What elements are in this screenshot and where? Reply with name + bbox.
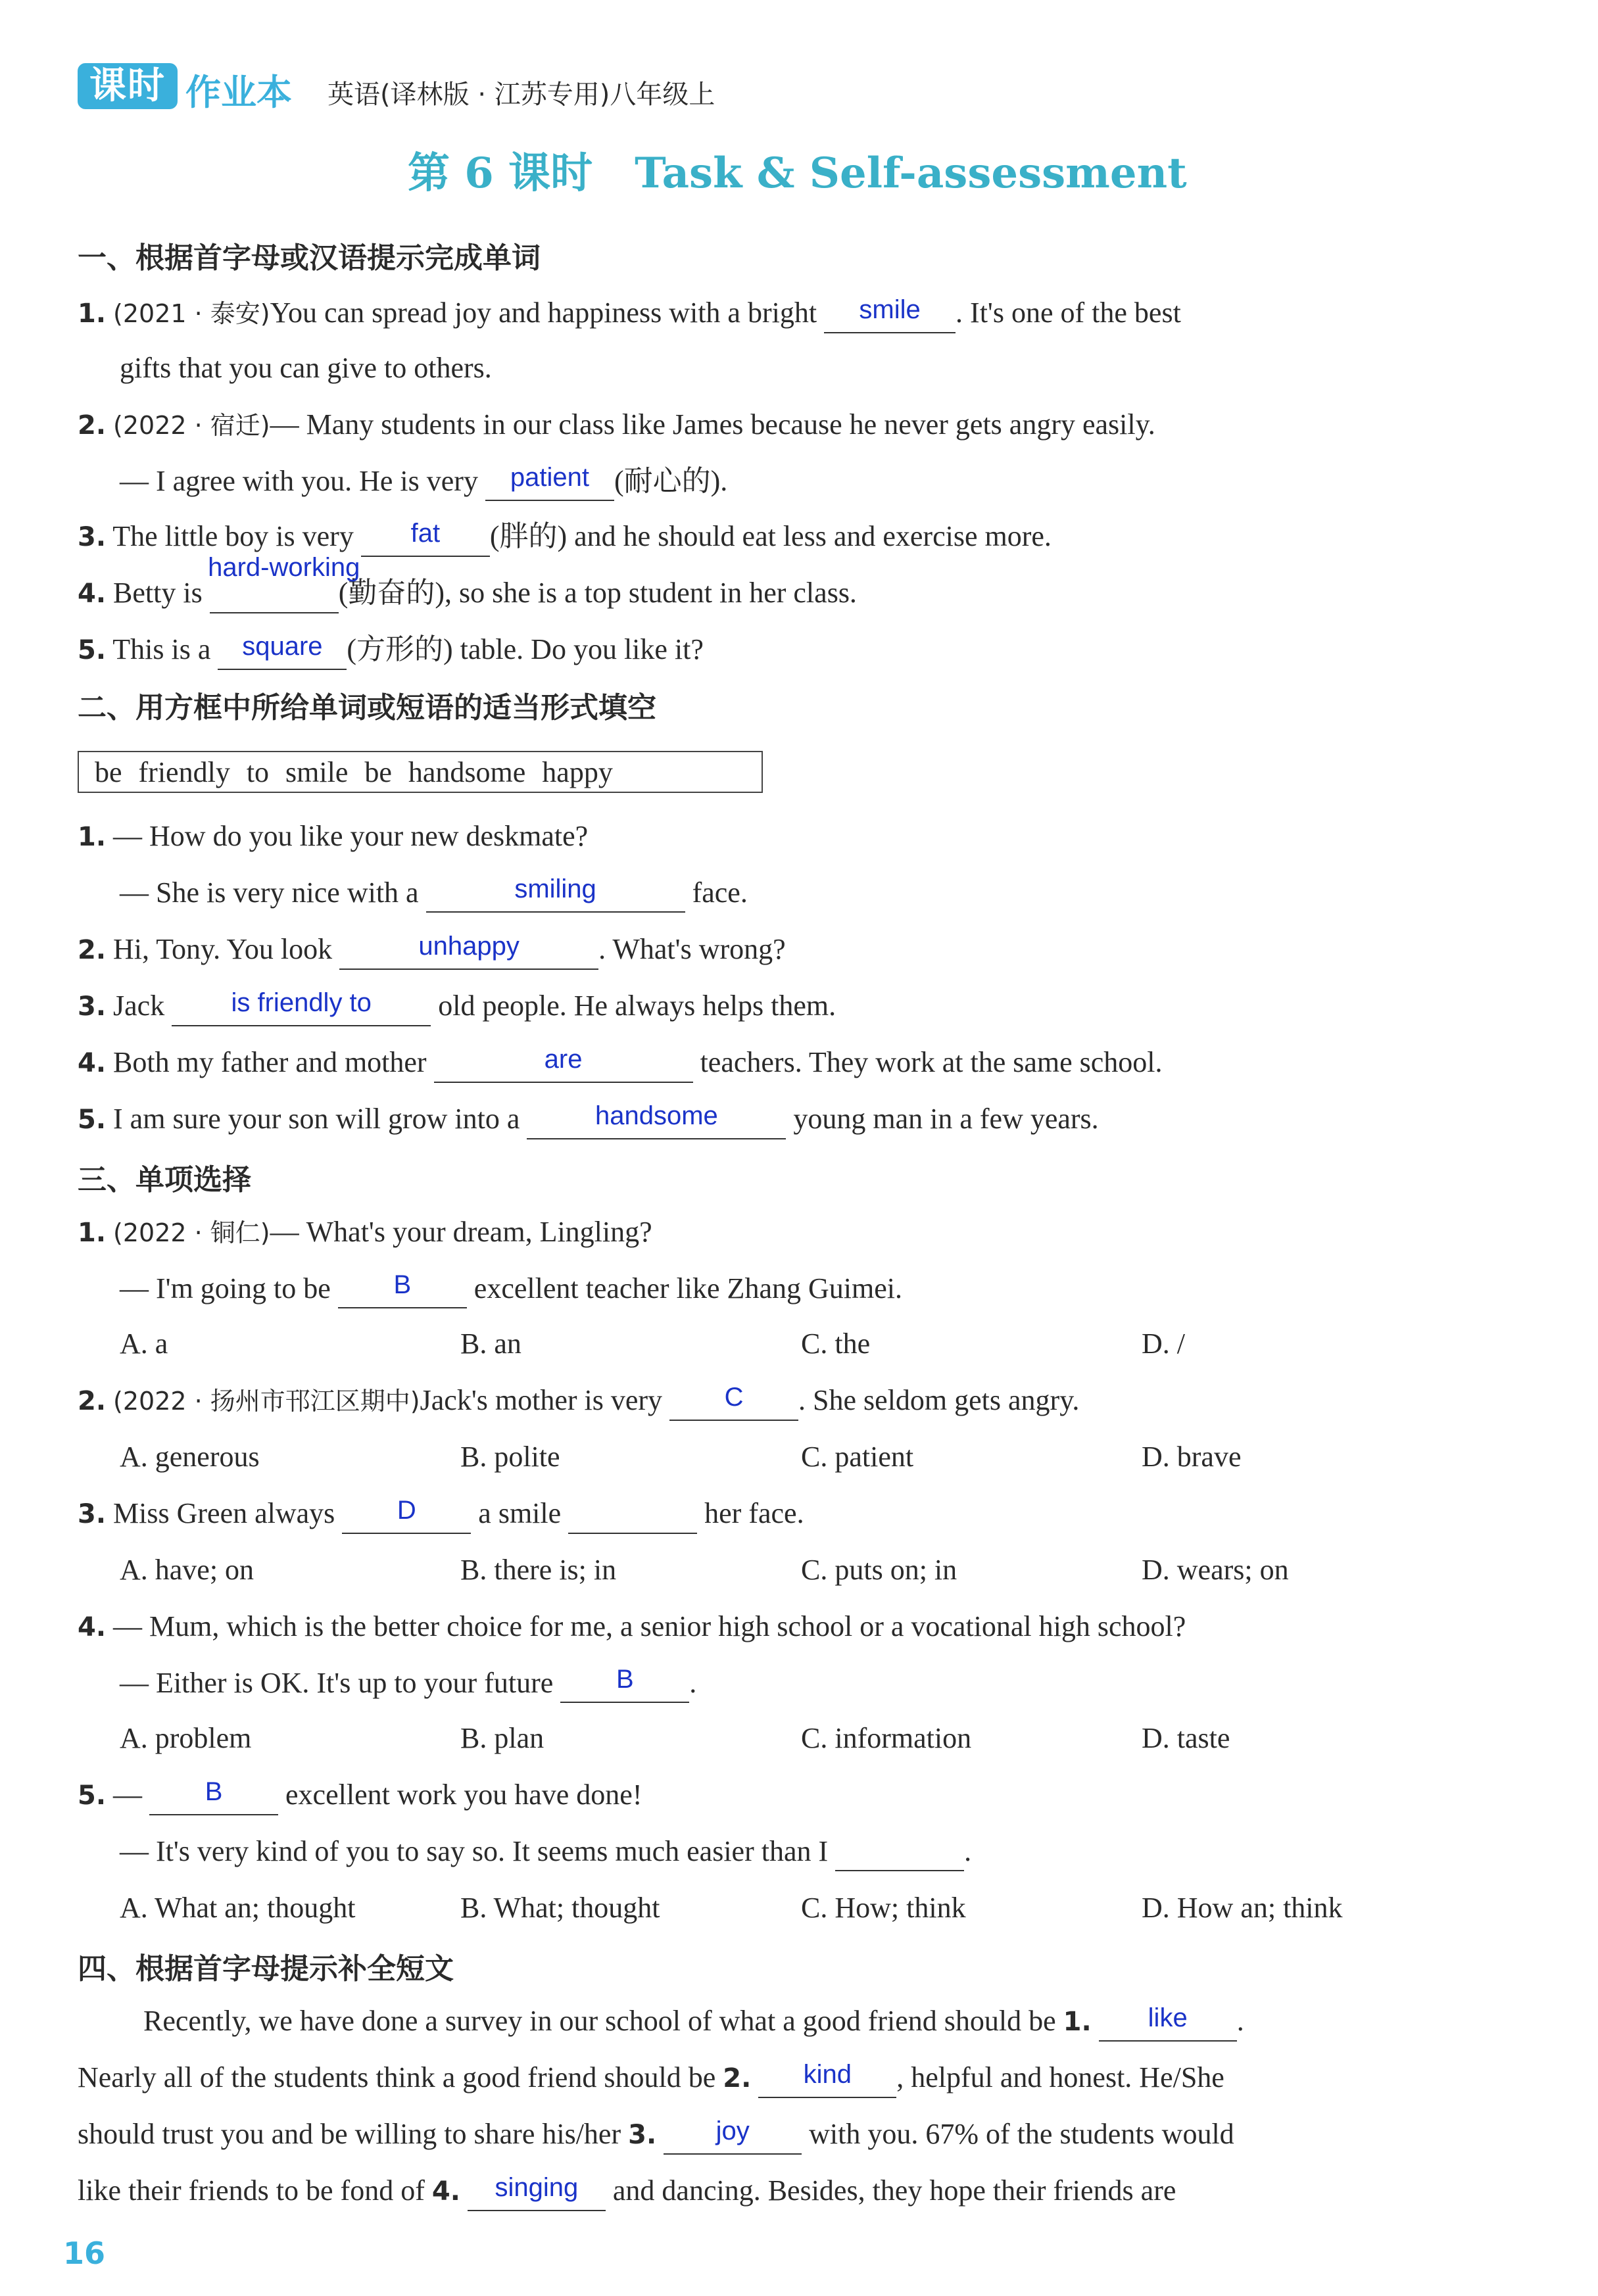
s1-q3-hint: (胖的) and he should eat less and exercise more. bbox=[489, 520, 1052, 552]
s3-q4-blank[interactable] bbox=[560, 1666, 689, 1703]
s2-q3-blank[interactable] bbox=[172, 990, 431, 1026]
s2-q3 bbox=[78, 986, 836, 1026]
s1-q3-answer: fat bbox=[410, 519, 441, 548]
s2-q1-blank[interactable] bbox=[426, 876, 685, 913]
s3-q1-option-b[interactable]: B. an bbox=[460, 1327, 521, 1360]
s1-q1-blank[interactable] bbox=[824, 297, 956, 333]
passage-line-4-text: like their friends to be fond of bbox=[78, 2174, 425, 2207]
s3-q3-text-after: her face. bbox=[704, 1497, 804, 1529]
passage-blank1-number: 1. bbox=[1063, 2007, 1092, 2037]
passage-blank-3[interactable] bbox=[664, 2118, 802, 2155]
s1-q1-answer: smile bbox=[859, 295, 921, 324]
s1-q1-number: 1. bbox=[78, 299, 107, 329]
s3-q4-option-b[interactable]: B. plan bbox=[460, 1722, 545, 1754]
s3-q1-blank[interactable] bbox=[338, 1272, 467, 1308]
passage-blank-2[interactable] bbox=[758, 2061, 896, 2098]
s3-q4-option-c[interactable]: C. information bbox=[801, 1722, 972, 1754]
s1-q4-blank[interactable] bbox=[208, 553, 360, 613]
s2-q2-blank[interactable] bbox=[339, 933, 598, 970]
s3-q2-blank[interactable] bbox=[669, 1384, 798, 1421]
s2-q1-line1: — How do you like your new deskmate? bbox=[113, 820, 589, 852]
s1-q4-answer: hard-working bbox=[208, 553, 360, 582]
s1-q5-blank[interactable] bbox=[218, 633, 347, 670]
s2-q3-number: 3. bbox=[78, 992, 107, 1022]
s2-q1 bbox=[78, 817, 588, 857]
s2-q4-number: 4. bbox=[78, 1048, 107, 1078]
s3-q5-option-a[interactable]: A. What an; thought bbox=[120, 1892, 356, 1924]
passage-answer-3: joy bbox=[715, 2117, 750, 2145]
s3-q3-answer: D bbox=[397, 1496, 416, 1525]
s1-q4-text: Betty is bbox=[113, 577, 203, 609]
s3-q1-option-a[interactable]: A. a bbox=[120, 1327, 168, 1360]
s3-q5-line2-end: . bbox=[964, 1835, 972, 1867]
passage-line-2-text: Nearly all of the students think a good friend should be bbox=[78, 2061, 716, 2093]
subject-label: 英语(译林版 · 江苏专用)八年级上 bbox=[327, 80, 715, 110]
section1-heading: 一、根据首字母或汉语提示完成单词 bbox=[78, 241, 541, 275]
s1-q5-number: 5. bbox=[78, 635, 107, 665]
passage-answer-2: kind bbox=[803, 2060, 852, 2089]
s3-q4 bbox=[78, 1607, 1186, 1647]
passage-line-4-end: and dancing. Besides, they hope their friends are bbox=[612, 2174, 1176, 2207]
brand-logo-badge: 课时 bbox=[78, 63, 178, 109]
passage-line-1-text: Recently, we have done a survey in our school of what a good friend should be bbox=[143, 2005, 1056, 2037]
s3-q2-option-a[interactable]: A. generous bbox=[120, 1441, 260, 1473]
s3-q2-option-d[interactable]: D. brave bbox=[1142, 1441, 1242, 1473]
s2-q1-answer: smiling bbox=[514, 874, 596, 903]
s3-q3-number: 3. bbox=[78, 1499, 107, 1529]
s3-q3-option-c[interactable]: C. puts on; in bbox=[801, 1554, 957, 1586]
s2-q1-text-after: face. bbox=[692, 876, 748, 909]
s2-q1-number: 1. bbox=[78, 822, 107, 852]
s3-q5-line2 bbox=[120, 1832, 971, 1871]
passage-line-3 bbox=[78, 2115, 1234, 2155]
passage-blank3-number: 3. bbox=[628, 2120, 657, 2150]
s3-q1-text: — I'm going to be bbox=[120, 1272, 331, 1304]
s1-q2-line2-text: — I agree with you. He is very bbox=[120, 465, 478, 497]
s3-q5-answer: B bbox=[205, 1777, 223, 1806]
s2-q1-text: — She is very nice with a bbox=[120, 876, 419, 909]
s1-q2-answer: patient bbox=[510, 463, 589, 492]
s2-q5-text-after: young man in a few years. bbox=[793, 1103, 1099, 1135]
s3-q2-text: Jack's mother is very bbox=[420, 1384, 663, 1416]
s3-q3-text-mid: a smile bbox=[478, 1497, 562, 1529]
s2-q2-answer: unhappy bbox=[418, 932, 520, 961]
s3-q4-text-after: . bbox=[689, 1667, 697, 1699]
s3-q5-line2-text: — It's very kind of you to say so. It seems much easier than I bbox=[120, 1835, 829, 1867]
word-bank-box: be friendly to smile be handsome happy bbox=[78, 751, 763, 793]
s1-q1-line2: gifts that you can give to others. bbox=[120, 352, 492, 384]
s3-q3-blank2[interactable] bbox=[568, 1497, 697, 1534]
s3-q3-option-d[interactable]: D. wears; on bbox=[1142, 1554, 1289, 1586]
s1-q2-hint: (耐心的). bbox=[614, 465, 728, 497]
s2-q2-text: Hi, Tony. You look bbox=[113, 933, 333, 965]
section2-heading: 二、用方框中所给单词或短语的适当形式填空 bbox=[78, 691, 656, 725]
s3-q3-option-a[interactable]: A. have; on bbox=[120, 1554, 254, 1586]
passage-answer-4: singing bbox=[495, 2173, 579, 2202]
s2-q1-line2 bbox=[120, 873, 748, 913]
s2-q4-blank[interactable] bbox=[434, 1046, 693, 1083]
s1-q4-number: 4. bbox=[78, 579, 107, 609]
book-name: 作业本 bbox=[185, 72, 292, 113]
s3-q4-line2 bbox=[120, 1663, 696, 1703]
s2-q5 bbox=[78, 1099, 1099, 1139]
passage-blank-4[interactable] bbox=[468, 2174, 606, 2211]
s3-q4-line1: — Mum, which is the better choice for me, a senior high school or a vocational high school? bbox=[113, 1610, 1186, 1642]
s3-q1-line1: — What's your dream, Lingling? bbox=[270, 1216, 652, 1248]
section4-heading: 四、根据首字母提示补全短文 bbox=[78, 1952, 454, 1986]
s2-q2 bbox=[78, 930, 786, 970]
s1-q1-text: You can spread joy and happiness with a bright bbox=[270, 297, 817, 329]
s3-q2-answer: C bbox=[724, 1383, 744, 1412]
s3-q3-option-b[interactable]: B. there is; in bbox=[460, 1554, 617, 1586]
s3-q2-number: 2. bbox=[78, 1386, 107, 1416]
s1-q5-text: This is a bbox=[112, 633, 211, 665]
passage-line-3-text: should trust you and be willing to share his/her bbox=[78, 2118, 621, 2150]
passage-blank4-number: 4. bbox=[431, 2176, 460, 2207]
s3-q2-text-after: . She seldom gets angry. bbox=[798, 1384, 1080, 1416]
s2-q5-answer: handsome bbox=[594, 1101, 718, 1130]
s3-q5-number: 5. bbox=[78, 1781, 107, 1811]
s2-q5-number: 5. bbox=[78, 1105, 107, 1135]
s3-q4-number: 4. bbox=[78, 1612, 107, 1642]
section3-heading: 三、单项选择 bbox=[78, 1163, 251, 1197]
s3-q2-option-c[interactable]: C. patient bbox=[801, 1441, 914, 1473]
s1-q3-number: 3. bbox=[78, 522, 107, 552]
s3-q1-answer: B bbox=[393, 1270, 412, 1299]
passage-line-1: Recently, we have done a survey in our school of what a good friend should be 1. like . bbox=[143, 2001, 1244, 2042]
s1-q1-source: (2021 · 泰安) bbox=[113, 299, 270, 328]
page-title: 第 6 课时 Task & Self-assessment bbox=[408, 149, 1187, 198]
passage-line-2 bbox=[78, 2058, 1224, 2098]
s1-q3-text: The little boy is very bbox=[112, 520, 354, 552]
s3-q1-option-d[interactable]: D. / bbox=[1142, 1327, 1185, 1360]
s2-q3-answer: is friendly to bbox=[231, 988, 372, 1017]
s3-q5-dash: — bbox=[113, 1779, 143, 1811]
passage-answer-1: like bbox=[1148, 2003, 1188, 2032]
s3-q5-option-b[interactable]: B. What; thought bbox=[460, 1892, 660, 1924]
s1-q3-blank[interactable] bbox=[361, 520, 490, 557]
s3-q5-blank[interactable] bbox=[149, 1779, 278, 1815]
s3-q5-option-d[interactable]: D. How an; think bbox=[1142, 1892, 1343, 1924]
s2-q4-text-after: teachers. They work at the same school. bbox=[700, 1046, 1163, 1078]
s3-q4-option-a[interactable]: A. problem bbox=[120, 1722, 252, 1754]
s3-q2-source: (2022 · 扬州市邗江区期中) bbox=[113, 1387, 420, 1416]
s1-q2-source: (2022 · 宿迁) bbox=[113, 411, 270, 440]
s1-q1-text-after: . It's one of the best bbox=[956, 297, 1181, 329]
s1-q2 bbox=[78, 405, 1155, 445]
page-number: 16 bbox=[63, 2236, 106, 2271]
s1-q2-number: 2. bbox=[78, 410, 107, 441]
s2-q2-number: 2. bbox=[78, 935, 107, 965]
s3-q1-text-after: excellent teacher like Zhang Guimei. bbox=[473, 1272, 902, 1304]
s3-q2 bbox=[78, 1381, 1079, 1421]
s3-q5-option-c[interactable]: C. How; think bbox=[801, 1892, 966, 1924]
s3-q1 bbox=[78, 1212, 652, 1253]
s3-q4-option-d[interactable]: D. taste bbox=[1142, 1722, 1230, 1754]
s1-q4-hint: (勤奋的), so she is a top student in her class. bbox=[338, 577, 857, 609]
s1-q5-answer: square bbox=[242, 632, 323, 661]
s2-q5-text: I am sure your son will grow into a bbox=[113, 1103, 520, 1135]
passage-line-3-end: with you. 67% of the students would bbox=[809, 2118, 1234, 2150]
s1-q5-hint: (方形的) table. Do you like it? bbox=[347, 633, 704, 665]
passage-blank2-number: 2. bbox=[723, 2063, 752, 2093]
passage-line-4 bbox=[78, 2171, 1176, 2211]
s2-q5-blank[interactable] bbox=[527, 1103, 786, 1139]
s3-q1-source: (2022 · 铜仁) bbox=[113, 1218, 270, 1247]
s3-q2-option-b[interactable]: B. polite bbox=[460, 1441, 560, 1473]
s1-q2-line2 bbox=[120, 462, 727, 501]
passage-line-2-end: , helpful and honest. He/She bbox=[896, 2061, 1224, 2093]
s3-q3-blank[interactable] bbox=[342, 1497, 471, 1534]
s3-q3 bbox=[78, 1494, 804, 1534]
s2-q4-text: Both my father and mother bbox=[113, 1046, 427, 1078]
s1-q1 bbox=[78, 293, 1181, 333]
s2-q2-text-after: . What's wrong? bbox=[598, 933, 786, 965]
s3-q1-line2 bbox=[120, 1269, 902, 1308]
s1-q2-blank[interactable] bbox=[485, 464, 614, 501]
s3-q1-number: 1. bbox=[78, 1218, 107, 1248]
s3-q4-text: — Either is OK. It's up to your future bbox=[120, 1667, 554, 1699]
s3-q5-text-after: excellent work you have done! bbox=[285, 1779, 642, 1811]
s1-q5 bbox=[78, 630, 704, 670]
s3-q3-text: Miss Green always bbox=[113, 1497, 335, 1529]
s3-q4-answer: B bbox=[616, 1665, 634, 1694]
s2-q3-text: Jack bbox=[113, 990, 165, 1022]
passage-blank-1[interactable] bbox=[1099, 2005, 1237, 2042]
s3-q1-option-c[interactable]: C. the bbox=[801, 1327, 871, 1360]
s3-q5-blank2[interactable] bbox=[835, 1834, 964, 1871]
s1-q4 bbox=[78, 553, 857, 613]
s2-q4-answer: are bbox=[544, 1045, 583, 1074]
s3-q5 bbox=[78, 1775, 642, 1815]
s1-q2-text: — Many students in our class like James because he never gets angry easily. bbox=[270, 408, 1155, 441]
s2-q3-text-after: old people. He always helps them. bbox=[438, 990, 836, 1022]
s2-q4 bbox=[78, 1043, 1163, 1083]
